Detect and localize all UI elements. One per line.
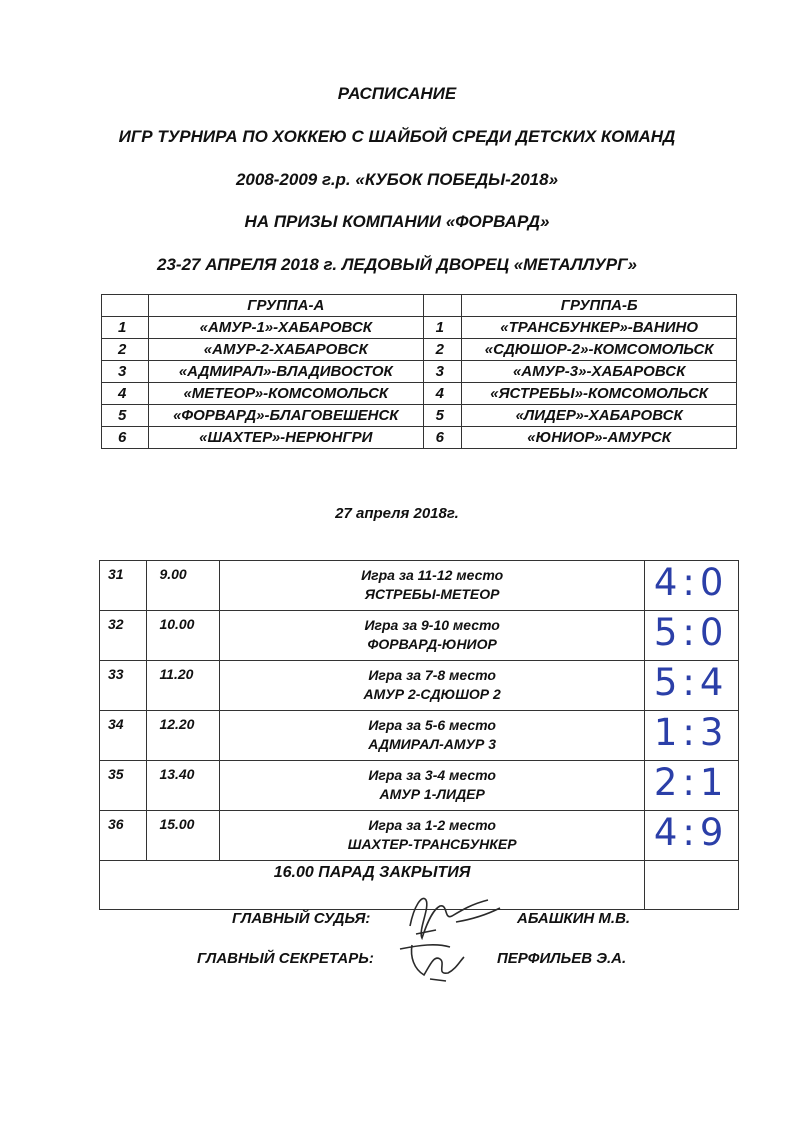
group-a-number: 1: [102, 317, 149, 339]
game-score-handwritten: 1:3: [653, 711, 729, 754]
game-time: 11.20: [147, 661, 220, 711]
title-cup: 2008-2009 г.р. «КУБОК ПОБЕДЫ-2018»: [235, 170, 559, 189]
title-tournament: ИГР ТУРНИРА ПО ХОККЕЮ С ШАЙБОЙ СРЕДИ ДЕТСКИХ КОМАНД: [118, 127, 676, 146]
game-score-cell: [645, 561, 739, 611]
group-a-number: 2: [102, 339, 149, 361]
group-b-number: 3: [423, 361, 462, 383]
game-title: Игра за 11-12 место: [361, 567, 504, 583]
game-teams: ЯСТРЕБЫ-МЕТЕОР: [364, 586, 500, 602]
group-a-number: 5: [102, 405, 149, 427]
game-number: 33: [100, 661, 147, 711]
group-b-number: 1: [423, 317, 462, 339]
game-description: [220, 761, 645, 811]
game-time: 9.00: [147, 561, 220, 611]
game-score-handwritten: 2:1: [653, 761, 729, 804]
group-b-number: 2: [423, 339, 462, 361]
group-b-team: «ЯСТРЕБЫ»-КОМСОМОЛЬСК: [462, 383, 737, 405]
group-b-team: «ЛИДЕР»-ХАБАРОВСК: [462, 405, 737, 427]
game-title: Игра за 1-2 место: [368, 817, 496, 833]
group-a-team: «АДМИРАЛ»-ВЛАДИВОСТОК: [148, 361, 423, 383]
game-score-cell: [645, 611, 739, 661]
group-a-title: ГРУППА-А: [148, 295, 423, 317]
group-row: [102, 317, 737, 339]
game-title: Игра за 7-8 место: [368, 667, 496, 683]
game-score-cell: [645, 711, 739, 761]
game-description: [220, 811, 645, 861]
game-time: 13.40: [147, 761, 220, 811]
group-b-number: 4: [423, 383, 462, 405]
game-score-handwritten: 4:0: [653, 561, 729, 604]
game-score-handwritten: 4:9: [653, 811, 729, 854]
game-teams: ФОРВАРД-ЮНИОР: [367, 636, 497, 652]
game-title: Игра за 5-6 место: [368, 717, 496, 733]
game-description: [220, 661, 645, 711]
group-row: [102, 405, 737, 427]
chief-judge-label: ГЛАВНЫЙ СУДЬЯ:: [232, 910, 371, 927]
group-a-team: «АМУР-1»-ХАБАРОВСК: [148, 317, 423, 339]
chief-secretary-signature: [390, 935, 480, 985]
game-title: Игра за 3-4 место: [368, 767, 496, 783]
game-description: [220, 561, 645, 611]
games-table: [99, 560, 739, 910]
game-number: 34: [100, 711, 147, 761]
game-teams: АМУР 1-ЛИДЕР: [379, 786, 485, 802]
group-row: [102, 339, 737, 361]
group-a-number: 3: [102, 361, 149, 383]
game-row: [100, 811, 739, 861]
group-b-number: 6: [423, 427, 462, 449]
game-title: Игра за 9-10 место: [364, 617, 500, 633]
title-schedule: РАСПИСАНИЕ: [337, 84, 457, 103]
game-score-handwritten: 5:0: [653, 611, 729, 654]
group-a-team: «ФОРВАРД»-БЛАГОВЕШЕНСК: [148, 405, 423, 427]
game-score-cell: [645, 761, 739, 811]
group-a-number: 6: [102, 427, 149, 449]
game-score-cell: [645, 811, 739, 861]
game-number: 31: [100, 561, 147, 611]
game-description: [220, 711, 645, 761]
group-row: [102, 427, 737, 449]
group-b-number: 5: [423, 405, 462, 427]
closing-parade: 16.00 ПАРАД ЗАКРЫТИЯ: [100, 861, 645, 910]
game-number: 36: [100, 811, 147, 861]
game-description: [220, 611, 645, 661]
chief-secretary-label: ГЛАВНЫЙ СЕКРЕТАРЬ:: [197, 950, 374, 967]
game-number: 35: [100, 761, 147, 811]
title-prizes: НА ПРИЗЫ КОМПАНИИ «ФОРВАРД»: [244, 212, 550, 231]
game-row: [100, 711, 739, 761]
game-row: [100, 611, 739, 661]
closing-empty-cell: [645, 861, 739, 910]
game-time: 15.00: [147, 811, 220, 861]
title-dates-venue: 23-27 АПРЕЛЯ 2018 г. ЛЕДОВЫЙ ДВОРЕЦ «МЕТАЛЛУРГ»: [157, 255, 637, 274]
group-a-team: «ШАХТЕР»-НЕРЮНГРИ: [148, 427, 423, 449]
game-row: [100, 661, 739, 711]
game-number: 32: [100, 611, 147, 661]
groups-table: [101, 294, 737, 449]
game-teams: АМУР 2-СДЮШОР 2: [363, 686, 501, 702]
game-time: 12.20: [147, 711, 220, 761]
game-time: 10.00: [147, 611, 220, 661]
group-b-team: «ЮНИОР»-АМУРСК: [462, 427, 737, 449]
game-row: [100, 561, 739, 611]
chief-secretary-name: ПЕРФИЛЬЕВ Э.А.: [497, 950, 627, 967]
group-b-team: «СДЮШОР-2»-КОМСОМОЛЬСК: [462, 339, 737, 361]
group-row: [102, 361, 737, 383]
group-a-team: «МЕТЕОР»-КОМСОМОЛЬСК: [148, 383, 423, 405]
game-teams: АДМИРАЛ-АМУР 3: [368, 736, 497, 752]
group-row: [102, 383, 737, 405]
game-score-cell: [645, 661, 739, 711]
group-a-team: «АМУР-2-ХАБАРОВСК: [148, 339, 423, 361]
group-a-number: 4: [102, 383, 149, 405]
group-b-team: «АМУР-3»-ХАБАРОВСК: [462, 361, 737, 383]
game-teams: ШАХТЕР-ТРАНСБУНКЕР: [347, 836, 517, 852]
game-score-handwritten: 5:4: [653, 661, 729, 704]
schedule-date: 27 апреля 2018г.: [335, 505, 459, 522]
group-b-title: ГРУППА-Б: [462, 295, 737, 317]
group-b-team: «ТРАНСБУНКЕР»-ВАНИНО: [462, 317, 737, 339]
chief-judge-name: АБАШКИН М.В.: [517, 910, 631, 927]
game-row: [100, 761, 739, 811]
groups-header-row: [102, 295, 737, 317]
